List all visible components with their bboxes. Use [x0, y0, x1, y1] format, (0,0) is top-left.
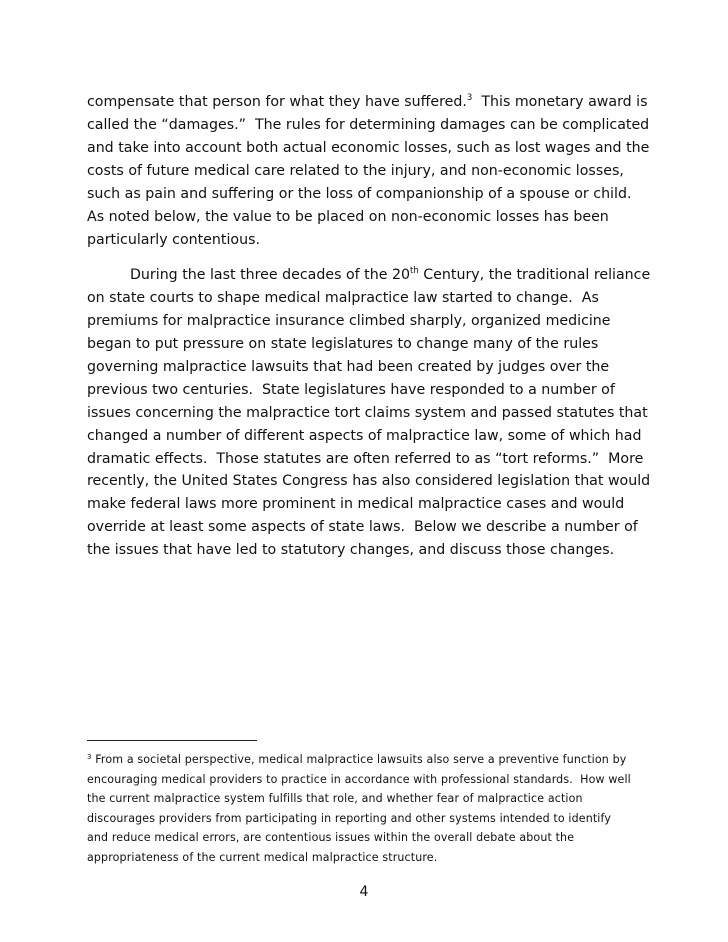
footnote-line: and reduce medical errors, are contentious issues within the overall debate about the	[87, 831, 575, 845]
paragraph-line: issues concerning the malpractice tort claims system and passed statutes that	[87, 404, 648, 421]
footnote-line: encouraging medical providers to practice in accordance with professional standards. How well	[87, 772, 631, 786]
footnote-separator	[87, 740, 257, 741]
paragraph-tort-reform	[87, 264, 651, 562]
paragraph-line: on state courts to shape medical malpractice law started to change. As	[87, 289, 599, 306]
paragraph-line: governing malpractice lawsuits that had been created by judges over the	[87, 358, 610, 375]
line-text: compensate that person for what they have suffered.	[87, 94, 467, 110]
ordinal-suffix: th	[410, 266, 419, 276]
paragraph-line	[87, 91, 647, 114]
paragraph-line: previous two centuries. State legislatures have responded to a number of	[87, 381, 615, 398]
line-text: During the last three decades of the 20	[130, 267, 411, 283]
footnote-reference[interactable]: 3	[466, 93, 473, 103]
footnote	[87, 750, 647, 868]
page-number: 4	[359, 884, 369, 900]
footnote-marker: 3	[87, 753, 92, 761]
footnote-text: From a societal perspective, medical malpractice lawsuits also serve a preventive function by	[91, 753, 627, 766]
footnote-line: discourages providers from participating in reporting and other systems intended to identify	[87, 811, 612, 825]
paragraph-line: called the “damages.” The rules for determining damages can be complicated	[87, 116, 650, 133]
footnote-line: appropriateness of the current medical malpractice structure.	[87, 850, 438, 864]
paragraph-line: costs of future medical care related to the injury, and non-economic losses,	[87, 162, 624, 179]
paragraph-line: premiums for malpractice insurance climbed sharply, organized medicine	[87, 312, 611, 329]
footnote-line	[87, 750, 647, 770]
line-text: Century, the traditional reliance	[418, 267, 651, 283]
paragraph-line: changed a number of different aspects of malpractice law, some of which had	[87, 427, 642, 444]
paragraph-damages	[87, 91, 650, 252]
paragraph-line: and take into account both actual economic losses, such as lost wages and the	[87, 139, 650, 156]
footnote-line: the current malpractice system fulfills that role, and whether fear of malpractice action	[87, 792, 583, 806]
paragraph-line: particularly contentious.	[87, 231, 260, 248]
line-text: This monetary award is	[472, 94, 648, 110]
paragraph-line: make federal laws more prominent in medical malpractice cases and would	[87, 496, 625, 513]
paragraph-line: such as pain and suffering or the loss of companionship of a spouse or child.	[87, 185, 632, 202]
paragraph-line: recently, the United States Congress has also considered legislation that would	[87, 473, 651, 490]
paragraph-line: As noted below, the value to be placed on non-economic losses has been	[87, 208, 609, 225]
paragraph-line: began to put pressure on state legislatures to change many of the rules	[87, 335, 599, 352]
paragraph-line: the issues that have led to statutory changes, and discuss those changes.	[87, 542, 615, 559]
paragraph-line	[87, 264, 651, 287]
paragraph-line: dramatic effects. Those statutes are often referred to as “tort reforms.” More	[87, 450, 644, 467]
paragraph-line: override at least some aspects of state laws. Below we describe a number of	[87, 519, 638, 536]
